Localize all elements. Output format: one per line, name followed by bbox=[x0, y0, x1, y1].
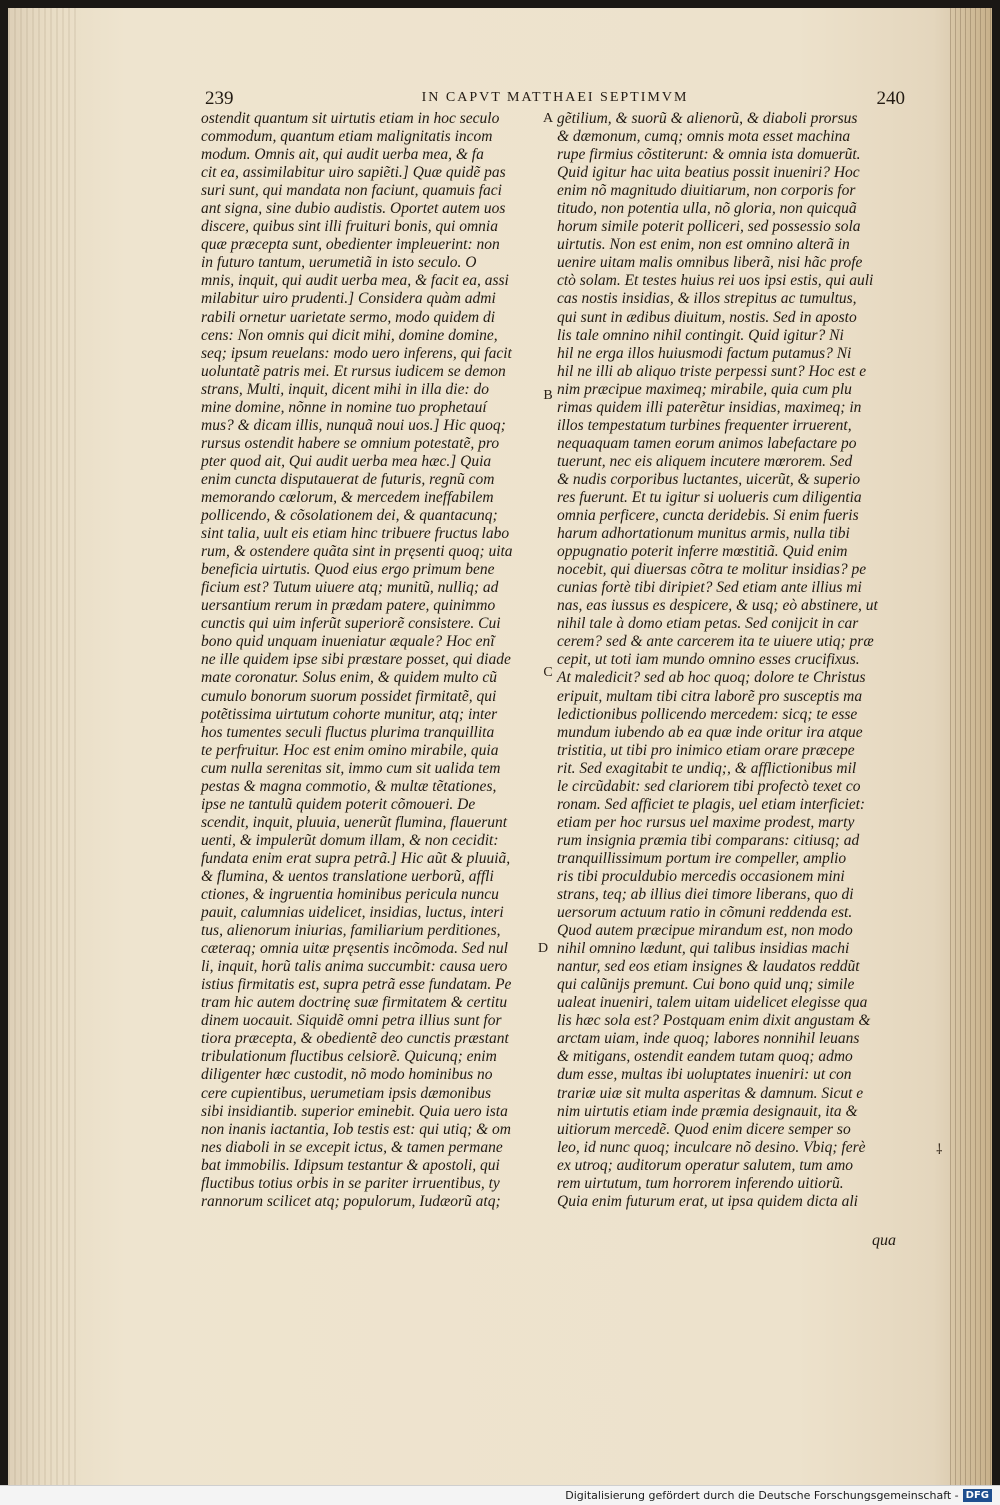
text-line: leo, id nunc quoq; inculcare nõ desino. Vbiq; ferè bbox=[557, 1138, 866, 1156]
text-line: mundum iubendo ab ea quæ inde oritur ira atque bbox=[557, 723, 863, 741]
page-number-left: 239 bbox=[205, 88, 234, 109]
text-line: cepit, ut toti iam mundo omnino esses crucifixus. bbox=[557, 651, 860, 669]
margin-mark-icon: ⸸ bbox=[936, 1143, 943, 1158]
text-line: ex utroq; auditorum operatur salutem, tum amo bbox=[557, 1156, 854, 1174]
running-title: IN CAPVT MATTHAEI SEPTIMVM bbox=[421, 90, 689, 105]
text-line: bono quid unquam inueniatur æquale? Hoc enĩ bbox=[201, 633, 495, 651]
text-line: ledictionibus pollicendo mercedem: sicq; te esse bbox=[557, 705, 858, 723]
text-line: ctò solam. Et testes huius rei uos ipsi estis, qui auli bbox=[557, 272, 874, 290]
text-line: etiam per hoc rursus uel maxime prodest, marty bbox=[557, 813, 855, 831]
text-line: lis tale omnino nihil contingit. Quid igitur? Ni bbox=[557, 326, 844, 344]
text-line: qui calũnijs premunt. Cui bono quid unq; simile bbox=[557, 976, 855, 994]
text-line: illos tempestatum turbines frequenter irruerent, bbox=[557, 416, 852, 434]
text-line: strans, teq; ab illius diei timore liberans, quo di bbox=[557, 886, 854, 904]
text-line: in futuro tantum, uerumetiã in isto seculo. O bbox=[201, 254, 477, 272]
text-line: enim nõ magnitudo diuitiarum, non corporis for bbox=[557, 182, 856, 200]
text-line: mate coronatur. Solus enim, & quidem multo cũ bbox=[201, 669, 498, 687]
text-line: uenti, & impulerũt domum illam, & non cecidit: bbox=[201, 831, 499, 849]
text-line: titudo, non potentia ulla, nõ gloria, non quicquã bbox=[557, 200, 857, 218]
text-line: nim præcipue maximeq; mirabile, quia cum plu bbox=[557, 380, 852, 398]
text-line: commodum, quantum etiam malignitatis incom bbox=[201, 128, 493, 146]
text-line: ostendit quantum sit uirtutis etiam in hoc seculo bbox=[201, 110, 500, 127]
text-line: tribulationum fluctibus celsiorẽ. Quicunq; enim bbox=[201, 1048, 497, 1066]
text-line: fluctibus totius orbis in se pariter irruentibus, ty bbox=[201, 1174, 500, 1192]
digitization-footer bbox=[0, 1485, 1000, 1505]
text-line: horum simile poterit polliceri, sed possessio sola bbox=[557, 218, 861, 236]
text-line: hil ne erga illos huiusmodi factum putamus? Ni bbox=[557, 344, 852, 362]
text-line: tram hic autem doctrinę suæ firmitatem & certitu bbox=[201, 994, 508, 1012]
text-line: ualeat inueniri, talem uitam uidelicet elegisse qua bbox=[557, 994, 868, 1012]
text-line: gẽtilium, & suorũ & alienorũ, & diaboli prorsus bbox=[557, 110, 858, 127]
text-line: ris tibi proculdubio mercedis occasionem mini bbox=[557, 867, 845, 885]
text-line: potẽtissima uirtutum cohorte munitur, atq; inter bbox=[201, 705, 498, 723]
text-line: nas, eas iussus es despicere, & usq; eò abstinere, ut bbox=[557, 597, 878, 615]
text-line: ronam. Sed afficiet te plagis, uel etiam interficiet: bbox=[557, 795, 866, 813]
text-line: nihil omnino lædunt, qui talibus insidias machi bbox=[557, 940, 850, 958]
text-line: Quia enim futurum erat, ut ipsa quidem dicta ali bbox=[557, 1192, 858, 1210]
text-line: istius firmitatis est, supra petrã esse fundatam. Pe bbox=[201, 976, 512, 994]
text-line: dinem uocauit. Siquidẽ omni petra illius sunt for bbox=[201, 1012, 502, 1030]
text-line: nocebit, qui diuersas cõtra te molitur insidias? pe bbox=[557, 561, 867, 579]
text-line: cunias fortè tibi diripiet? Sed etiam ante illius mi bbox=[557, 579, 862, 597]
text-line: ficium est? Tutum uiuere atq; munitũ, nulliq; ad bbox=[201, 579, 499, 597]
text-line: rit. Sed exagitabit te undiq;, & afflictionibus mil bbox=[557, 759, 857, 777]
text-line: & mitigans, ostendit eandem tutam quoq; admo bbox=[557, 1048, 853, 1066]
text-line: uirtutis. Non est enim, non est omnino alterã in bbox=[557, 236, 850, 254]
text-line: rum insignia præmia tibi comparans: citiusq; ad bbox=[557, 831, 860, 849]
text-line: ne ille quidem ipse sibi præstare posset, qui diade bbox=[201, 651, 511, 669]
text-line: nequaquam tamen eorum animos labefactare po bbox=[557, 434, 857, 452]
catchword: qua bbox=[872, 1232, 896, 1249]
dfg-logo: DFG bbox=[963, 1489, 992, 1502]
text-line: pollicendo, & cõsolationem dei, & quantacunq; bbox=[201, 507, 498, 525]
text-line: mine domine, nõnne in nomine tuo prophetauí bbox=[201, 398, 487, 416]
text-line: uitiorum mercedẽ. Quod enim dicere semper so bbox=[557, 1120, 851, 1138]
text-line: omnia perficere, cuncta deridebis. Si enim fueris bbox=[557, 507, 859, 525]
text-line: uersantium rerum in prædam patere, quinimmo bbox=[201, 597, 496, 615]
text-line: rem uirtutum, tum horrorem inferendo uitiorũ. bbox=[557, 1174, 844, 1192]
text-line: qui sunt in ædibus diuitum, nostis. Sed in aposto bbox=[557, 308, 857, 326]
text-line: dum esse, multas ibi uoluptates inueniri: ut con bbox=[557, 1066, 852, 1084]
text-line: & nudis corporibus luctantes, uicerũt, & superio bbox=[557, 470, 861, 488]
text-line: At maledicit? sed ab hoc quoq; dolore te Christus bbox=[557, 669, 866, 687]
text-line: rupe firmius cõstiterunt: & omnia ista domuerũt. bbox=[557, 146, 861, 164]
text-line: nantur, sed eos etiam insignes & laudatos reddũt bbox=[557, 958, 860, 976]
text-line: trariæ uiæ sit multa asperitas & damnum. Sicut e bbox=[557, 1084, 864, 1102]
text-line: cit ea, assimilabitur uiro sapiẽti.] Quæ quidẽ pas bbox=[201, 164, 506, 182]
text-line: mnis, inquit, qui audit uerba mea, & facit ea, assi bbox=[201, 272, 509, 290]
text-line: tus, alienorum iniurias, familiarium perditiones, bbox=[201, 922, 501, 940]
text-line: uenire uitam malis omnibus liberã, nisi hãc profe bbox=[557, 254, 863, 272]
running-head bbox=[205, 88, 905, 110]
text-line: suri sunt, qui mandata non faciunt, quamuis faci bbox=[201, 182, 502, 200]
text-line: Quid igitur hac uita beatius possit inueniri? Hoc bbox=[557, 164, 860, 182]
text-line: lis hæc sola est? Postquam enim dixit angustam & bbox=[557, 1012, 871, 1030]
text-line: tiora præcepta, & obedientẽ deo cunctis præstant bbox=[201, 1030, 509, 1048]
text-line: sint talia, uult eis etiam hinc tribuere fructus labo bbox=[201, 525, 510, 543]
text-line: scendit, inquit, pluuia, uenerũt flumina, flauerunt bbox=[201, 813, 508, 831]
text-line: uoluntatẽ patris mei. Et rursus iudicem se demon bbox=[201, 362, 506, 380]
text-line: uersorum actuum ratio in cõmuni reddenda est. bbox=[557, 904, 853, 922]
text-line: arctam uiam, inde quoq; labores nonnihil leuans bbox=[557, 1030, 860, 1048]
text-line: hil ne illi ab aliquo triste perpessi sunt? Hoc est e bbox=[557, 362, 867, 380]
text-line: strans, Multi, inquit, dicent mihi in illa die: do bbox=[201, 380, 490, 398]
text-line: cens: Non omnis qui dicit mihi, domine domine, bbox=[201, 326, 498, 344]
text-line: Quod autem præcipue mirandum est, non modo bbox=[557, 922, 853, 940]
text-line: enim cuncta disputauerat de futuris, regnũ com bbox=[201, 470, 495, 488]
text-line: nihil tale à domo etiam petas. Sed conijcit in car bbox=[557, 615, 859, 633]
text-line: ipse ne tantulũ quidem poterit cõmoueri. De bbox=[201, 795, 476, 813]
text-line: li, inquit, horũ talis anima succumbit: causa uero bbox=[201, 958, 508, 976]
text-line: cæteraq; omnia uitæ pręsentis incõmoda. Sed nul bbox=[201, 940, 508, 958]
text-line: ctiones, & ingruentia hominibus pericula nuncu bbox=[201, 886, 499, 904]
text-line: cerem? sed & ante carcerem ita te uiuere utiq; præ bbox=[557, 633, 874, 651]
text-line: cunctis qui uim inferũt superiorẽ consistere. Cui bbox=[201, 615, 501, 633]
text-line: seq; ipsum reuelans: modo uero inferens, qui facit bbox=[201, 344, 512, 362]
text-column-left bbox=[201, 110, 541, 1211]
text-line: tranquillissimum portum ire compeller, amplio bbox=[557, 849, 847, 867]
text-line: cere cupientibus, uerumetiam ipsis dæmonibus bbox=[201, 1084, 492, 1102]
text-line: res fuerunt. Et tu igitur si uolueris cum diligentia bbox=[557, 488, 862, 506]
text-line: rannorum scilicet atq; populorum, Iudæorũ atq; bbox=[201, 1192, 501, 1210]
text-line: cas nostis insidias, & illos strepitus ac tumultus, bbox=[557, 290, 857, 308]
text-line: modum. Omnis ait, qui audit uerba mea, & fa bbox=[201, 146, 484, 164]
text-line: beneficia uirtutis. Quod eius ergo primum bene bbox=[201, 561, 495, 579]
text-line: pestas & magna commotio, & multæ tẽtationes, bbox=[201, 777, 497, 795]
text-line: le circũdabit: sed clariorem tibi profectò texet co bbox=[557, 777, 861, 795]
text-line: quæ præcepta sunt, obedienter impleuerint: non bbox=[201, 236, 500, 254]
text-line: discere, quibus sint illi fruituri bonis, qui omnia bbox=[201, 218, 498, 236]
section-marker: D bbox=[537, 941, 549, 956]
section-marker: B bbox=[543, 388, 553, 403]
text-line: diligenter hæc custodit, nõ modo hominibus no bbox=[201, 1066, 493, 1084]
section-marker: A bbox=[542, 111, 554, 126]
text-line: harum adhortationum munitus armis, nulla tibi bbox=[557, 525, 850, 543]
text-line: rursus ostendit habere se omnium potestatẽ, pro bbox=[201, 434, 500, 452]
text-line: ant signa, sine dubio audistis. Oportet autem uos bbox=[201, 200, 506, 218]
text-line: rimas quidem illi paterẽtur insidias, maximeq; in bbox=[557, 398, 862, 416]
text-line: fundata enim erat supra petrã.] Hic aũt & pluuiã, bbox=[201, 849, 511, 867]
text-line: nes diaboli in se excepit ictus, & tamen permane bbox=[201, 1138, 503, 1156]
text-line: & dæmonum, cumq; omnis mota esset machina bbox=[557, 128, 851, 146]
text-line: te perfruitur. Hoc est enim omino mirabile, quia bbox=[201, 741, 499, 759]
text-column-right bbox=[557, 110, 897, 1211]
text-line: non inanis iactantia, Iob testis est: qui utiq; & om bbox=[201, 1120, 511, 1138]
page-fore-edge bbox=[950, 8, 992, 1486]
text-line: rum, & ostendere quãta sint in pręsenti quoq; uita bbox=[201, 543, 513, 561]
page-number-right: 240 bbox=[876, 88, 905, 109]
text-line: tuerunt, nec eis aliquem incutere mœrorem. Sed bbox=[557, 452, 853, 470]
text-line: & flumina, & uentos translatione uerborũ, affli bbox=[201, 867, 494, 885]
text-line: memorando cœlorum, & mercedem ineffabilem bbox=[201, 488, 494, 506]
text-line: mus? & dicam illis, nunquã noui uos.] Hic quoq; bbox=[201, 416, 506, 434]
text-line: hos tumentes seculi fluctus plurima tranquillita bbox=[201, 723, 495, 741]
text-line: oppugnatio poterit inferre mœstitiã. Quid enim bbox=[557, 543, 848, 561]
text-line: milabitur uiro prudenti.] Considera quàm admi bbox=[201, 290, 496, 308]
text-line: nim uirtutis etiam inde præmia designauit, ita & bbox=[557, 1102, 858, 1120]
section-marker: C bbox=[543, 665, 553, 680]
text-line: tristitia, ut tibi pro inimico etiam orare præcepe bbox=[557, 741, 855, 759]
text-line: cumulo bonorum suorum possidet firmitatẽ, qui bbox=[201, 687, 497, 705]
text-line: sibi insidiantib. superior eminebit. Quia uero ista bbox=[201, 1102, 508, 1120]
footer-credit-text: Digitalisierung gefördert durch die Deutsche Forschungsgemeinschaft - bbox=[565, 1489, 959, 1502]
text-line: bat immobilis. Idipsum testantur & apostoli, qui bbox=[201, 1156, 500, 1174]
text-line: rabili ornetur uarietate sermo, modo quidem di bbox=[201, 308, 496, 326]
text-line: pauit, calumnias uidelicet, insidias, luctus, interi bbox=[201, 904, 504, 922]
text-line: cum nulla serenitas sit, immo cum sit ualida tem bbox=[201, 759, 501, 777]
text-line: pter quod ait, Qui audit uerba mea hæc.] Quia bbox=[201, 452, 492, 470]
text-line: eripuit, multam tibi citra laborẽ pro susceptis ma bbox=[557, 687, 863, 705]
book-gutter bbox=[8, 8, 78, 1486]
